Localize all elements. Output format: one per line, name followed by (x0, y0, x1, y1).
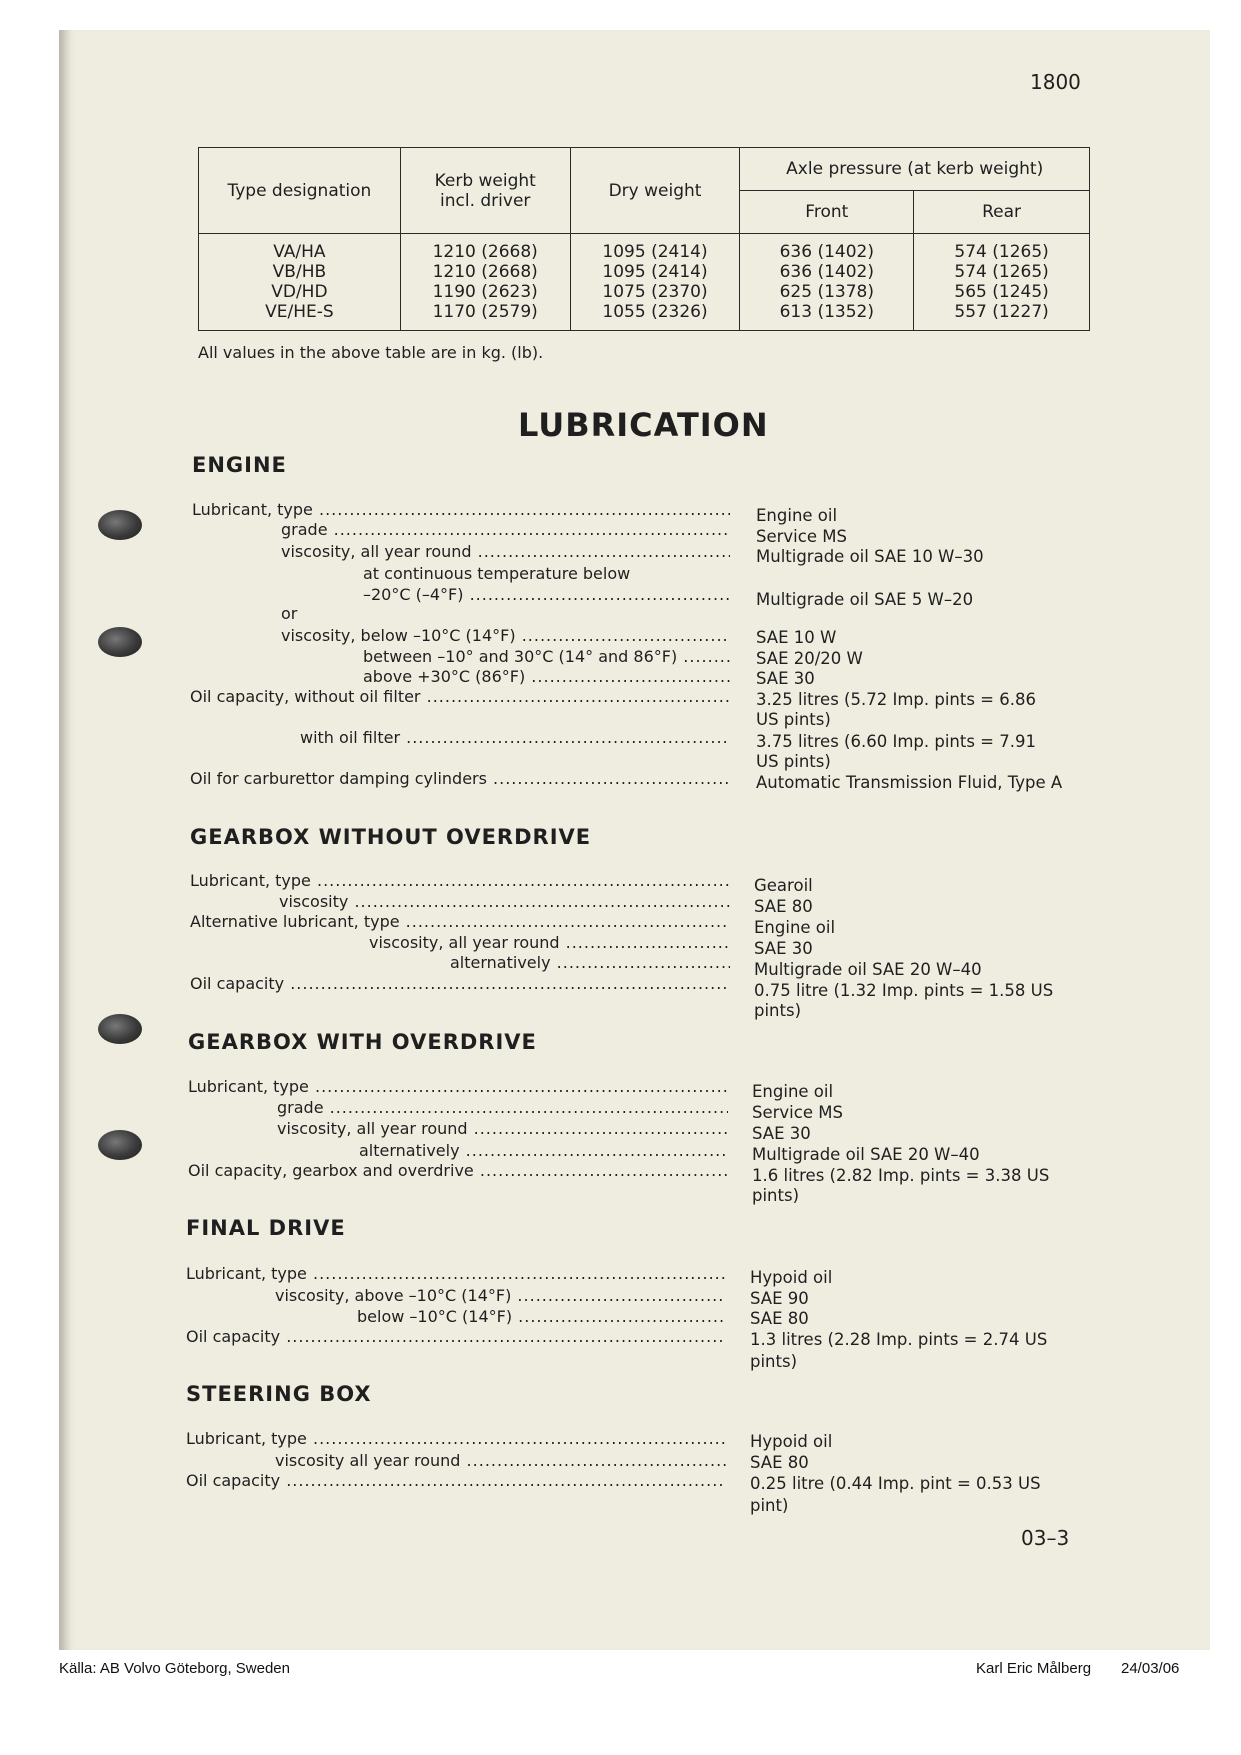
binder-hole (98, 1130, 142, 1160)
spec-value: US pints) (756, 752, 831, 771)
spec-value: 1.3 litres (2.28 Imp. pints = 2.74 US (750, 1330, 1048, 1349)
spec-value: SAE 90 (750, 1289, 809, 1308)
spec-value: SAE 80 (754, 897, 813, 916)
header-kerb (400, 148, 570, 234)
spec-label: alternatively ..... (450, 953, 730, 972)
spec-label: viscosity, all year round ..... (369, 933, 730, 952)
spec-value: Hypoid oil (750, 1432, 833, 1451)
spec-value: US pints) (756, 710, 831, 729)
spec-label: viscosity, above –10°C (14°F) ..... (275, 1286, 726, 1305)
binder-hole (98, 1014, 142, 1044)
header-dry: Dry weight (570, 148, 740, 234)
spec-value: Gearoil (754, 876, 813, 895)
spec-label: viscosity all year round ..... (275, 1451, 726, 1470)
spec-value: Engine oil (756, 506, 838, 525)
spec-value: SAE 80 (750, 1309, 809, 1328)
spec-label: Lubricant, type ..... (186, 1429, 726, 1448)
kerb-column (400, 234, 570, 331)
spec-label: between –10° and 30°C (14° and 86°F) ..... (363, 647, 730, 666)
spec-value: Multigrade oil SAE 20 W–40 (754, 960, 982, 979)
spec-label: Oil capacity ..... (186, 1327, 726, 1346)
spec-value: 0.25 litre (0.44 Imp. pint = 0.53 US (750, 1474, 1041, 1493)
spec-value: SAE 10 W (756, 628, 837, 647)
spec-label: Lubricant, type ..... (188, 1077, 728, 1096)
spec-value: 0.75 litre (1.32 Imp. pints = 1.58 US (754, 981, 1054, 1000)
spec-label: or (281, 604, 298, 623)
spec-label: grade ..... (281, 520, 730, 539)
section-title-gearbox-overdrive: GEARBOX WITH OVERDRIVE (188, 1030, 537, 1054)
front-cell: 636 (1402) (779, 262, 874, 282)
spec-value: Service MS (756, 527, 847, 546)
kerb-cell: 1190 (2623) (432, 282, 538, 302)
spec-label: grade ..... (277, 1098, 728, 1117)
spec-value: 3.25 litres (5.72 Imp. pints = 6.86 (756, 690, 1036, 709)
spec-label: Oil capacity ..... (186, 1471, 726, 1490)
rear-cell: 557 (1227) (954, 302, 1049, 322)
front-cell: 636 (1402) (779, 242, 874, 262)
footer-author: Karl Eric Målberg (976, 1660, 1092, 1677)
kerb-cell: 1210 (2668) (432, 262, 538, 282)
type-cell: VD/HD (271, 282, 328, 302)
rear-cell: 574 (1265) (954, 262, 1049, 282)
type-cell: VB/HB (272, 262, 327, 282)
spec-value: pints) (752, 1186, 800, 1205)
front-cell: 625 (1378) (779, 282, 874, 302)
spec-value: pint) (750, 1496, 789, 1515)
rear-cell: 574 (1265) (954, 242, 1049, 262)
spec-label: Oil capacity, without oil filter ..... (190, 687, 730, 706)
section-title-gearbox: GEARBOX WITHOUT OVERDRIVE (190, 825, 592, 849)
section-title-final-drive: FINAL DRIVE (186, 1216, 346, 1240)
spec-label: viscosity, all year round ..... (281, 542, 730, 561)
type-cell: VA/HA (273, 242, 326, 262)
spec-value: SAE 80 (750, 1453, 809, 1472)
spec-value: pints) (754, 1001, 802, 1020)
spec-value: Automatic Transmission Fluid, Type A (756, 773, 1063, 792)
type-column (199, 234, 401, 331)
spec-label: Alternative lubricant, type ..... (190, 912, 730, 931)
spec-value: Hypoid oil (750, 1268, 833, 1287)
spec-value: Multigrade oil SAE 10 W–30 (756, 547, 984, 566)
type-cell: VE/HE-S (265, 302, 334, 322)
table-note: All values in the above table are in kg. (lb). (198, 343, 544, 362)
front-cell: 613 (1352) (779, 302, 874, 322)
spec-label: Lubricant, type ..... (190, 871, 730, 890)
binder-hole (98, 627, 142, 657)
header-front: Front (740, 191, 914, 234)
spec-label: –20°C (–4°F) ..... (363, 585, 730, 604)
dry-column (570, 234, 740, 331)
page-number: 1800 (1030, 70, 1081, 94)
spec-label: viscosity, all year round ..... (277, 1119, 728, 1138)
header-type: Type designation (199, 148, 401, 234)
footer-date: 24/03/06 (1121, 1660, 1180, 1677)
section-page-number: 03–3 (1021, 1526, 1070, 1550)
header-axle: Axle pressure (at kerb weight) (740, 148, 1090, 191)
spec-label: with oil filter ..... (300, 728, 730, 747)
spec-label: Oil capacity ..... (190, 974, 730, 993)
footer-source: Källa: AB Volvo Göteborg, Sweden (59, 1660, 290, 1677)
dry-cell: 1055 (2326) (602, 302, 708, 322)
spec-value: 1.6 litres (2.82 Imp. pints = 3.38 US (752, 1166, 1050, 1185)
spec-label: below –10°C (14°F) ..... (357, 1307, 726, 1326)
spec-value: Service MS (752, 1103, 843, 1122)
rear-column (914, 234, 1090, 331)
header-kerb-line1: Kerb weight (434, 170, 536, 191)
kerb-cell: 1210 (2668) (432, 242, 538, 262)
section-title-steering-box: STEERING BOX (186, 1382, 372, 1406)
header-rear: Rear (914, 191, 1090, 234)
spec-label: Oil capacity, gearbox and overdrive ..... (188, 1161, 728, 1180)
spec-value: Engine oil (752, 1082, 834, 1101)
page-title: LUBRICATION (518, 406, 769, 444)
spec-label: at continuous temperature below (363, 564, 631, 583)
spec-label: Oil for carburettor damping cylinders ..... (190, 769, 730, 788)
spec-value: pints) (750, 1352, 798, 1371)
spec-label: alternatively ..... (359, 1141, 728, 1160)
weights-table (198, 147, 1090, 331)
spec-label: viscosity ..... (279, 892, 730, 911)
spec-label: Lubricant, type ..... (192, 500, 730, 519)
kerb-cell: 1170 (2579) (432, 302, 538, 322)
binder-hole (98, 510, 142, 540)
spec-value: SAE 20/20 W (756, 649, 863, 668)
spec-value: 3.75 litres (6.60 Imp. pints = 7.91 (756, 732, 1036, 751)
spec-value: SAE 30 (752, 1124, 811, 1143)
section-title-engine: ENGINE (192, 453, 287, 477)
dry-cell: 1095 (2414) (602, 262, 708, 282)
spec-label: Lubricant, type ..... (186, 1264, 726, 1283)
front-column (740, 234, 914, 331)
dry-cell: 1075 (2370) (602, 282, 708, 302)
spec-value: Multigrade oil SAE 5 W–20 (756, 590, 974, 609)
spec-value: SAE 30 (754, 939, 813, 958)
dry-cell: 1095 (2414) (602, 242, 708, 262)
spec-label: viscosity, below –10°C (14°F) ..... (281, 626, 730, 645)
header-kerb-line2: incl. driver (440, 190, 531, 211)
spec-value: Multigrade oil SAE 20 W–40 (752, 1145, 980, 1164)
spec-value: SAE 30 (756, 669, 815, 688)
spec-value: Engine oil (754, 918, 836, 937)
spec-label: above +30°C (86°F) ..... (363, 667, 730, 686)
rear-cell: 565 (1245) (954, 282, 1049, 302)
